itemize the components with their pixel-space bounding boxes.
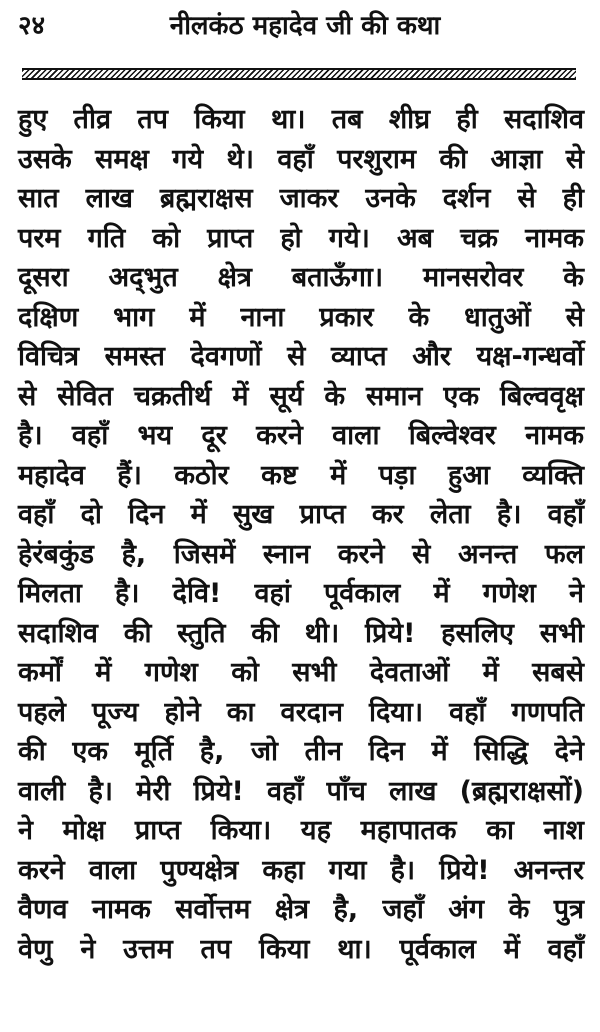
text-line: महादेव हैं। कठोर कष्ट में पड़ा हुआ व्यक्ति — [18, 459, 584, 491]
text-line: परम गति को प्राप्त हो गये। अब चक्र नामक — [18, 222, 584, 254]
running-title: नीलकंठ महादेव जी की कथा — [169, 11, 441, 41]
text-line: विचित्र समस्त देवगणों से व्याप्त और यक्ष-गन्धर्वो — [18, 341, 584, 372]
text-line: है। वहाँ भय दूर करने वाला बिल्वेश्वर नामक — [18, 420, 584, 451]
text-line: हेरंबकुंड है, जिसमें स्नान करने से अनन्त फल — [18, 538, 584, 570]
text-line: सदाशिव की स्तुति की थी। प्रिये! हसलिए सभी — [18, 617, 584, 649]
text-line: वाली है। मेरी प्रिये! वहाँ पाँच लाख (ब्रह्मराक्षसों) — [18, 775, 584, 807]
page-number: २४ — [18, 11, 46, 41]
text-line: कर्मों में गणेश को सभी देवताओं में सबसे — [18, 657, 584, 688]
text-line: दक्षिण भाग में नाना प्रकार के धातुओं से — [18, 301, 584, 333]
text-line: पहले पूज्य होने का वरदान दिया। वहाँ गणपति — [18, 696, 584, 728]
text-line: सात लाख ब्रह्मराक्षस जाकर उनके दर्शन से ही — [18, 183, 584, 214]
text-line: ने मोक्ष प्राप्त किया। यह महापातक का नाश — [18, 815, 584, 846]
text-line: मिलता है। देवि! वहां पूर्वकाल में गणेश ने — [18, 578, 584, 609]
text-line: वैणव नामक सर्वोत्तम क्षेत्र है, जहाँ अंग के पुत्र — [18, 894, 584, 925]
text-line: हुए तीव्र तप किया था। तब शीघ्र ही सदाशिव — [18, 104, 584, 135]
text-line: वहाँ दो दिन में सुख प्राप्त कर लेता है। वहाँ — [18, 499, 584, 530]
text-line: उसके समक्ष गये थे। वहाँ परशुराम की आज्ञा से — [18, 143, 584, 175]
text-line: करने वाला पुण्यक्षेत्र कहा गया है। प्रिये! अनन्तर — [18, 854, 584, 886]
text-line: की एक मूर्ति है, जो तीन दिन में सिद्धि देने — [18, 736, 584, 767]
text-line: से सेवित चक्रतीर्थ में सूर्य के समान एक बिल्ववृक्ष — [18, 380, 584, 412]
header-rule — [22, 68, 576, 80]
body-text — [18, 100, 584, 969]
text-line: वेणु ने उत्तम तप किया था। पूर्वकाल में वहाँ — [18, 933, 584, 965]
text-line: दूसरा अद्‌भुत क्षेत्र बताऊँगा। मानसरोवर के — [18, 262, 584, 293]
